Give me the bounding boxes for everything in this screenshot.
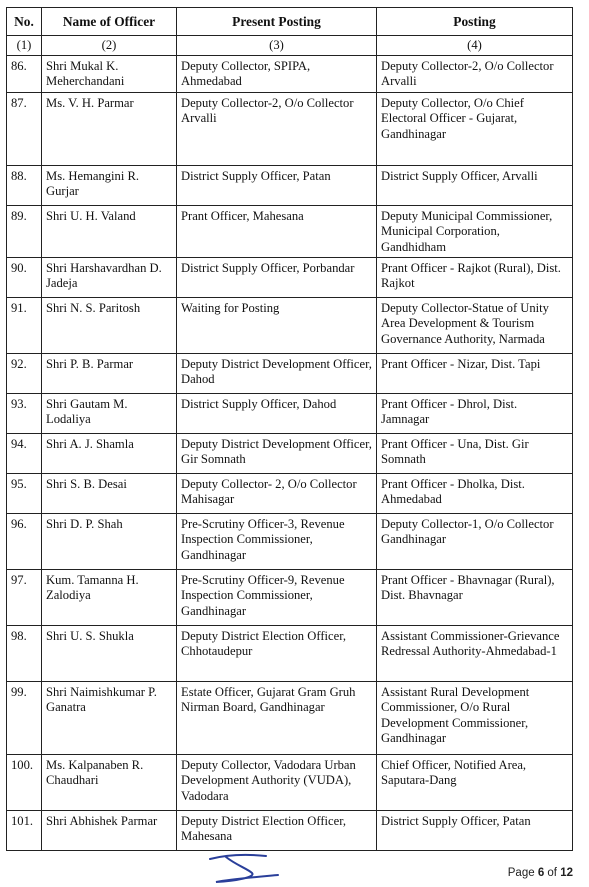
page-prefix: Page: [507, 867, 538, 879]
present-posting: District Supply Officer, Patan: [177, 165, 377, 205]
new-posting: Assistant Commissioner-Grievance Redressal Authority-Ahmedabad-1: [377, 626, 573, 682]
row-number: 99.: [7, 682, 42, 755]
new-posting: Deputy Municipal Commissioner, Municipal Corporation, Gandhidham: [377, 205, 573, 257]
officer-name: Shri Naimishkumar P. Ganatra: [42, 682, 177, 755]
table-row: [7, 354, 573, 394]
new-posting: Chief Officer, Notified Area, Saputara-Dang: [377, 755, 573, 811]
new-posting: Prant Officer - Una, Dist. Gir Somnath: [377, 434, 573, 474]
table-row: [7, 755, 573, 811]
column-number-row: [7, 36, 573, 56]
column-number: (3): [177, 36, 377, 56]
present-posting: Pre-Scrutiny Officer-9, Revenue Inspection Commissioner, Gandhinagar: [177, 570, 377, 626]
table-row: [7, 514, 573, 570]
table-row: [7, 298, 573, 354]
new-posting: Prant Officer - Dhrol, Dist. Jamnagar: [377, 394, 573, 434]
row-number: 93.: [7, 394, 42, 434]
present-posting: Pre-Scrutiny Officer-3, Revenue Inspection Commissioner, Gandhinagar: [177, 514, 377, 570]
column-number: (2): [42, 36, 177, 56]
new-posting: Deputy Collector-Statue of Unity Area Development & Tourism Governance Authority, Narmada: [377, 298, 573, 354]
column-number: (1): [7, 36, 42, 56]
present-posting: Deputy District Election Officer, Chhotaudepur: [177, 626, 377, 682]
header-no: No.: [7, 8, 42, 36]
row-number: 91.: [7, 298, 42, 354]
present-posting: Deputy Collector- 2, O/o Collector Mahisagar: [177, 474, 377, 514]
officer-name: Kum. Tamanna H. Zalodiya: [42, 570, 177, 626]
new-posting: Prant Officer - Nizar, Dist. Tapi: [377, 354, 573, 394]
officer-name: Shri N. S. Paritosh: [42, 298, 177, 354]
present-posting: District Supply Officer, Dahod: [177, 394, 377, 434]
present-posting: Estate Officer, Gujarat Gram Gruh Nirman Board, Gandhinagar: [177, 682, 377, 755]
table-row: [7, 811, 573, 851]
column-number: (4): [377, 36, 573, 56]
table-row: [7, 682, 573, 755]
officer-name: Ms. V. H. Parmar: [42, 92, 177, 165]
officer-name: Shri U. H. Valand: [42, 205, 177, 257]
row-number: 101.: [7, 811, 42, 851]
new-posting: Deputy Collector, O/o Chief Electoral Officer - Gujarat, Gandhinagar: [377, 92, 573, 165]
table-row: [7, 434, 573, 474]
officer-name: Shri Gautam M. Lodaliya: [42, 394, 177, 434]
new-posting: District Supply Officer, Arvalli: [377, 165, 573, 205]
table-row: [7, 394, 573, 434]
page-of: of: [544, 867, 561, 879]
present-posting: Deputy Collector, SPIPA, Ahmedabad: [177, 56, 377, 93]
row-number: 89.: [7, 205, 42, 257]
present-posting: Deputy District Development Officer, Dahod: [177, 354, 377, 394]
row-number: 86.: [7, 56, 42, 93]
new-posting: Deputy Collector-2, O/o Collector Arvalli: [377, 56, 573, 93]
new-posting: Prant Officer - Dholka, Dist. Ahmedabad: [377, 474, 573, 514]
new-posting: Assistant Rural Development Commissioner, O/o Rural Development Commissioner, Gandhinagar: [377, 682, 573, 755]
header-name: Name of Officer: [42, 8, 177, 36]
table-row: [7, 626, 573, 682]
new-posting: Deputy Collector-1, O/o Collector Gandhinagar: [377, 514, 573, 570]
row-number: 90.: [7, 258, 42, 298]
table-row: [7, 165, 573, 205]
row-number: 95.: [7, 474, 42, 514]
present-posting: Deputy District Development Officer, Gir Somnath: [177, 434, 377, 474]
row-number: 88.: [7, 165, 42, 205]
officer-name: Shri S. B. Desai: [42, 474, 177, 514]
header-present-posting: Present Posting: [177, 8, 377, 36]
table-row: [7, 56, 573, 93]
table-row: [7, 474, 573, 514]
present-posting: Deputy District Election Officer, Mahesana: [177, 811, 377, 851]
present-posting: Deputy Collector-2, O/o Collector Arvalli: [177, 92, 377, 165]
handwritten-signature-icon: [196, 851, 292, 885]
officer-name: Shri U. S. Shukla: [42, 626, 177, 682]
table-row: [7, 570, 573, 626]
page-number: [508, 867, 573, 879]
table-row: [7, 258, 573, 298]
present-posting: Waiting for Posting: [177, 298, 377, 354]
officer-name: Shri Abhishek Parmar: [42, 811, 177, 851]
row-number: 94.: [7, 434, 42, 474]
new-posting: Prant Officer - Bhavnagar (Rural), Dist. Bhavnagar: [377, 570, 573, 626]
page-total: 12: [560, 867, 573, 879]
officer-name: Ms. Kalpanaben R. Chaudhari: [42, 755, 177, 811]
row-number: 87.: [7, 92, 42, 165]
header-row: [7, 8, 573, 36]
present-posting: Prant Officer, Mahesana: [177, 205, 377, 257]
page-current: 6: [537, 867, 545, 879]
officer-name: Shri Harshavardhan D. Jadeja: [42, 258, 177, 298]
officer-posting-table: [6, 7, 573, 851]
new-posting: Prant Officer - Rajkot (Rural), Dist. Rajkot: [377, 258, 573, 298]
table-row: [7, 92, 573, 165]
table-row: [7, 205, 573, 257]
row-number: 96.: [7, 514, 42, 570]
new-posting: District Supply Officer, Patan: [377, 811, 573, 851]
officer-name: Shri Mukal K. Meherchandani: [42, 56, 177, 93]
row-number: 100.: [7, 755, 42, 811]
officer-name: Ms. Hemangini R. Gurjar: [42, 165, 177, 205]
row-number: 92.: [7, 354, 42, 394]
present-posting: District Supply Officer, Porbandar: [177, 258, 377, 298]
row-number: 98.: [7, 626, 42, 682]
present-posting: Deputy Collector, Vadodara Urban Development Authority (VUDA), Vadodara: [177, 755, 377, 811]
officer-name: Shri A. J. Shamla: [42, 434, 177, 474]
officer-name: Shri P. B. Parmar: [42, 354, 177, 394]
row-number: 97.: [7, 570, 42, 626]
officer-name: Shri D. P. Shah: [42, 514, 177, 570]
header-posting: Posting: [377, 8, 573, 36]
table-body: [7, 56, 573, 851]
